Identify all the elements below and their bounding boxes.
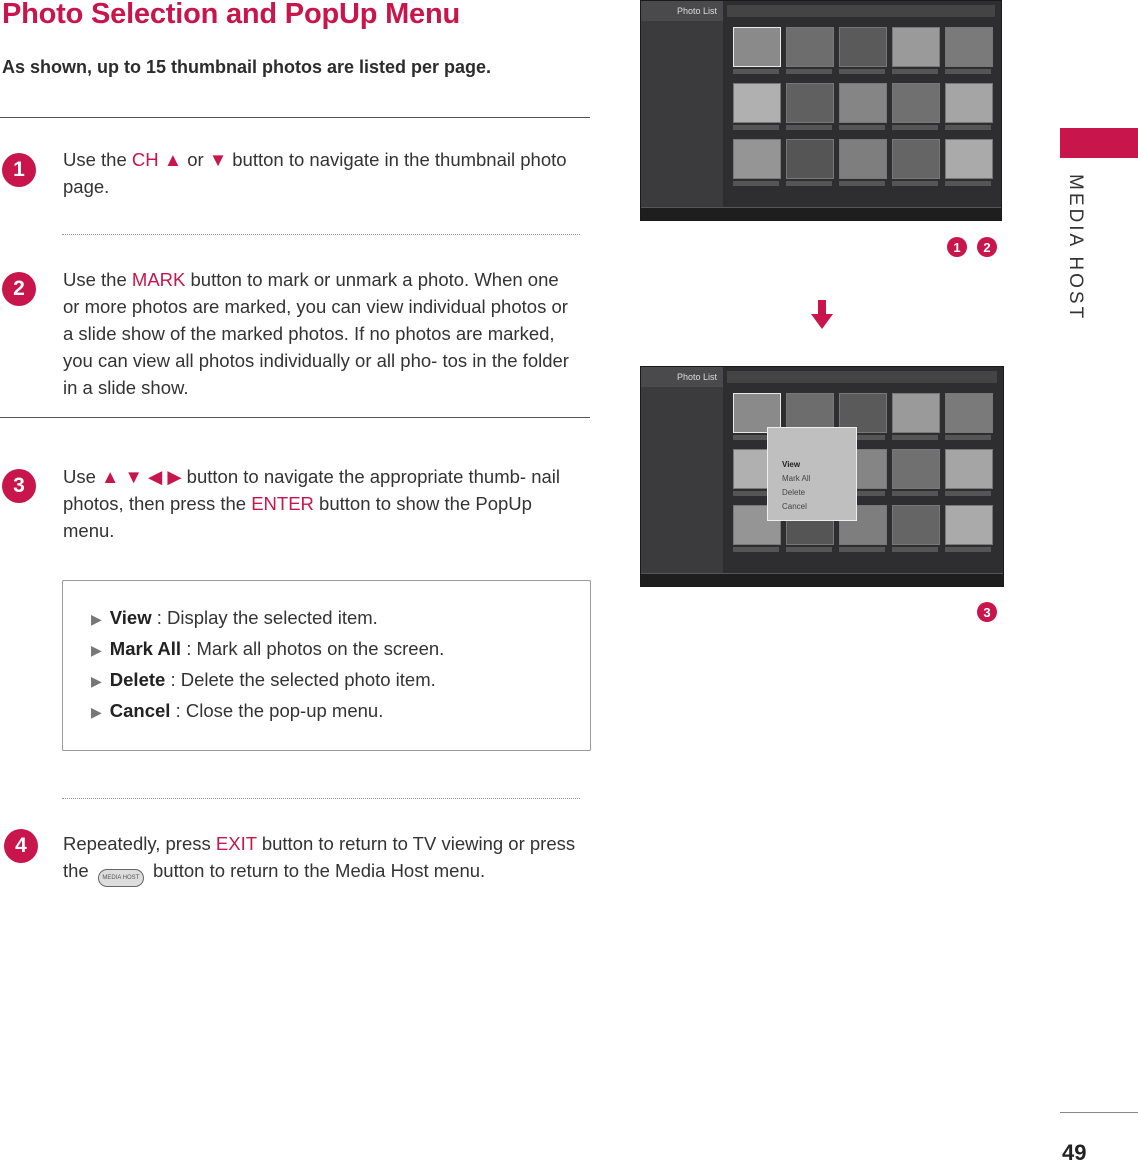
photo-thumbnail[interactable] xyxy=(945,83,993,123)
photo-thumbnail-caption xyxy=(892,435,938,440)
popup-menu xyxy=(767,427,857,521)
photo-thumbnail[interactable] xyxy=(892,139,940,179)
photo-thumbnail[interactable] xyxy=(945,393,993,433)
option-view: ▶ View : Display the selected item. xyxy=(91,607,378,628)
photo-thumbnail-caption xyxy=(733,69,779,74)
screen-header-bar xyxy=(727,5,995,17)
photo-thumbnail-caption xyxy=(733,125,779,130)
option-delete: ▶ Delete : Delete the selected photo item. xyxy=(91,669,436,690)
photo-thumbnail-caption xyxy=(892,69,938,74)
triangle-bullet-icon: ▶ xyxy=(91,642,102,658)
photo-thumbnail-caption xyxy=(945,125,991,130)
photo-thumbnail[interactable] xyxy=(839,139,887,179)
page-number: 49 xyxy=(1062,1140,1087,1165)
photo-thumbnail-caption xyxy=(892,547,938,552)
photo-thumbnail[interactable] xyxy=(733,83,781,123)
photo-thumbnail-caption xyxy=(945,181,991,186)
photo-thumbnail-caption xyxy=(839,125,885,130)
photo-thumbnail[interactable] xyxy=(945,139,993,179)
screen-title: Photo List xyxy=(641,367,723,387)
photo-thumbnail-caption xyxy=(892,491,938,496)
step-number-2: 2 xyxy=(2,272,36,306)
photo-thumbnail[interactable] xyxy=(839,83,887,123)
step-number-4: 4 xyxy=(4,829,38,863)
photo-thumbnail-caption xyxy=(786,69,832,74)
photo-thumbnail-caption xyxy=(786,547,832,552)
photo-thumbnail-caption xyxy=(945,491,991,496)
photo-thumbnail-caption xyxy=(839,547,885,552)
dotted-divider xyxy=(62,234,580,235)
photo-thumbnail-caption xyxy=(945,435,991,440)
photo-thumbnail-caption xyxy=(733,181,779,186)
photo-thumbnail[interactable] xyxy=(839,27,887,67)
dotted-divider xyxy=(62,798,580,799)
screen-sidebar xyxy=(641,1,723,208)
photo-thumbnail-caption xyxy=(945,69,991,74)
photo-thumbnail[interactable] xyxy=(945,449,993,489)
photo-thumbnail[interactable] xyxy=(892,505,940,545)
popup-item-delete: Delete xyxy=(782,488,806,497)
photo-thumbnail[interactable] xyxy=(892,27,940,67)
screen-sidebar xyxy=(641,367,723,574)
photo-thumbnail-caption xyxy=(839,181,885,186)
divider xyxy=(0,117,590,118)
popup-item-view: View xyxy=(782,460,801,469)
screen-badge-1: 1 xyxy=(947,237,967,257)
photo-thumbnail[interactable] xyxy=(892,449,940,489)
step-3-text: Use ▲ ▼ ◀ ▶ button to navigate the appropriate thumb- nail photos, then press the ENTER button to show the PopUp menu. xyxy=(63,466,561,541)
divider xyxy=(0,417,590,418)
arrow-down-icon xyxy=(810,300,834,330)
triangle-bullet-icon: ▶ xyxy=(91,704,102,720)
photo-thumbnail-caption xyxy=(945,547,991,552)
photo-thumbnail[interactable] xyxy=(786,27,834,67)
photo-thumbnail[interactable] xyxy=(945,505,993,545)
photo-thumbnail[interactable] xyxy=(945,27,993,67)
step-number-3: 3 xyxy=(2,469,36,503)
triangle-bullet-icon: ▶ xyxy=(91,673,102,689)
screen-title: Photo List xyxy=(641,1,723,21)
page-title: Photo Selection and PopUp Menu xyxy=(2,0,461,30)
photo-thumbnail-caption xyxy=(892,125,938,130)
media-host-button-icon: MEDIA HOST xyxy=(98,869,144,887)
photo-thumbnail[interactable] xyxy=(892,393,940,433)
screen-badge-2: 2 xyxy=(977,237,997,257)
photo-list-screen-2 xyxy=(640,366,1004,587)
photo-thumbnail-caption xyxy=(892,181,938,186)
photo-list-screen-1 xyxy=(640,0,1002,221)
photo-thumbnail-caption xyxy=(733,547,779,552)
section-tab-label: MEDIA HOST xyxy=(1065,174,1086,322)
photo-thumbnail[interactable] xyxy=(892,83,940,123)
section-tab-bar xyxy=(1060,128,1138,158)
option-mark-all: ▶ Mark All : Mark all photos on the screen. xyxy=(91,638,445,659)
popup-item-mark-all: Mark All xyxy=(782,474,811,483)
screen-badge-3: 3 xyxy=(977,602,997,622)
triangle-bullet-icon: ▶ xyxy=(91,611,102,627)
photo-thumbnail-caption xyxy=(786,181,832,186)
photo-thumbnail[interactable] xyxy=(733,139,781,179)
step-4-text: Repeatedly, press EXIT button to return to TV viewing or press the MEDIA HOST button to return to the Media Host menu. xyxy=(63,830,578,887)
photo-thumbnail[interactable] xyxy=(786,139,834,179)
page-subtitle: As shown, up to 15 thumbnail photos are listed per page. xyxy=(2,57,492,77)
step-2-text: Use the MARK button to mark or unmark a photo. When one or more photos are marked, you can view individual photos or a slide show of the marked photos. If no photos are marked, you can view all photos individually or all pho- tos in the folder in a slide show. xyxy=(63,269,569,398)
popup-options-box xyxy=(62,580,591,751)
screen-header-bar xyxy=(727,371,997,383)
popup-item-cancel: Cancel xyxy=(782,502,807,511)
screen-footer-bar xyxy=(641,207,1001,220)
photo-thumbnail[interactable] xyxy=(733,27,781,67)
photo-thumbnail-caption xyxy=(839,69,885,74)
page-number-rule xyxy=(1060,1112,1138,1113)
option-cancel: ▶ Cancel : Close the pop-up menu. xyxy=(91,700,384,721)
step-number-1: 1 xyxy=(2,153,36,187)
step-1-text: Use the CH ▲ or ▼ button to navigate in the thumbnail photo page. xyxy=(63,149,567,197)
photo-thumbnail-caption xyxy=(786,125,832,130)
photo-thumbnail[interactable] xyxy=(786,83,834,123)
screen-footer-bar xyxy=(641,573,1003,586)
